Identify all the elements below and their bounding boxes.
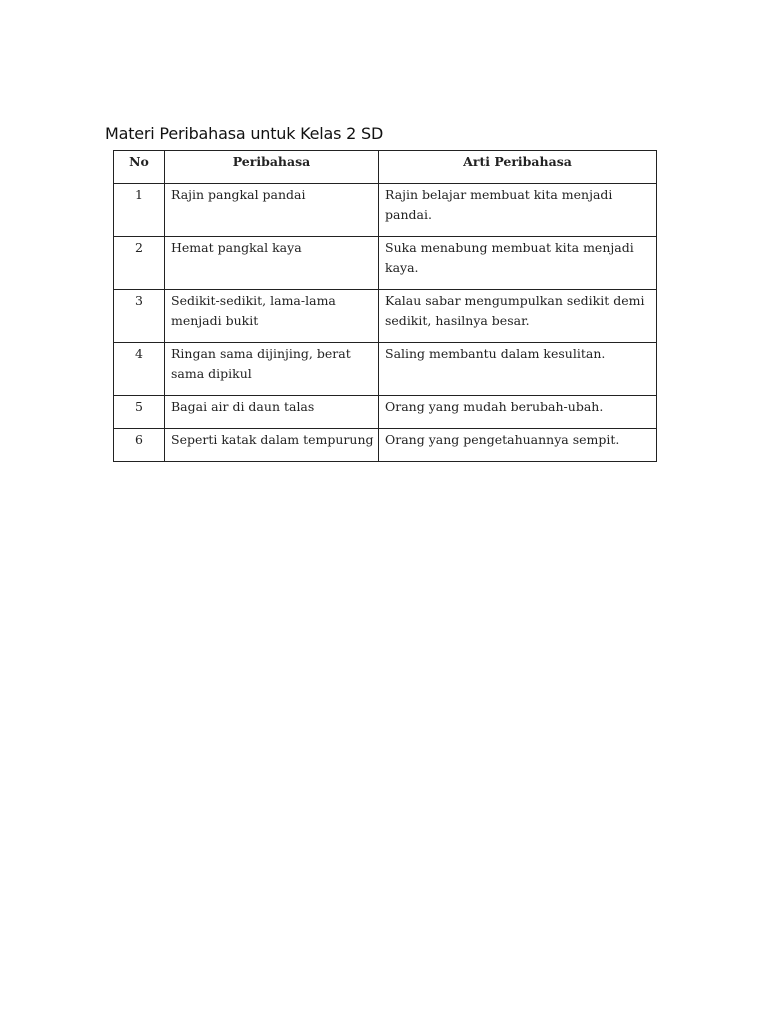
meaning-cell: Orang yang pengetahuannya sempit. bbox=[379, 429, 657, 462]
proverb-cell: Ringan sama dijinjing, berat sama dipikul bbox=[165, 343, 379, 396]
meaning-cell: Saling membantu dalam kesulitan. bbox=[379, 343, 657, 396]
row-number: 2 bbox=[114, 237, 165, 290]
header-peribahasa: Peribahasa bbox=[165, 151, 379, 184]
row-number: 5 bbox=[114, 396, 165, 429]
proverb-cell: Seperti katak dalam tempurung bbox=[165, 429, 379, 462]
row-number: 3 bbox=[114, 290, 165, 343]
table-row bbox=[114, 396, 657, 429]
row-number: 1 bbox=[114, 184, 165, 237]
row-number: 4 bbox=[114, 343, 165, 396]
table-row bbox=[114, 429, 657, 462]
table-row bbox=[114, 237, 657, 290]
proverb-cell: Rajin pangkal pandai bbox=[165, 184, 379, 237]
table-header-row bbox=[114, 151, 657, 184]
meaning-cell: Rajin belajar membuat kita menjadi pandai. bbox=[379, 184, 657, 237]
proverb-cell: Sedikit-sedikit, lama-lama menjadi bukit bbox=[165, 290, 379, 343]
table-row bbox=[114, 184, 657, 237]
document-title: Materi Peribahasa untuk Kelas 2 SD bbox=[105, 124, 384, 143]
meaning-cell: Kalau sabar mengumpulkan sedikit demi sedikit, hasilnya besar. bbox=[379, 290, 657, 343]
header-arti: Arti Peribahasa bbox=[379, 151, 657, 184]
meaning-cell: Orang yang mudah berubah-ubah. bbox=[379, 396, 657, 429]
proverb-cell: Hemat pangkal kaya bbox=[165, 237, 379, 290]
row-number: 6 bbox=[114, 429, 165, 462]
proverb-cell: Bagai air di daun talas bbox=[165, 396, 379, 429]
header-no: No bbox=[114, 151, 165, 184]
meaning-cell: Suka menabung membuat kita menjadi kaya. bbox=[379, 237, 657, 290]
table-row bbox=[114, 343, 657, 396]
proverb-table bbox=[113, 150, 657, 462]
table-row bbox=[114, 290, 657, 343]
